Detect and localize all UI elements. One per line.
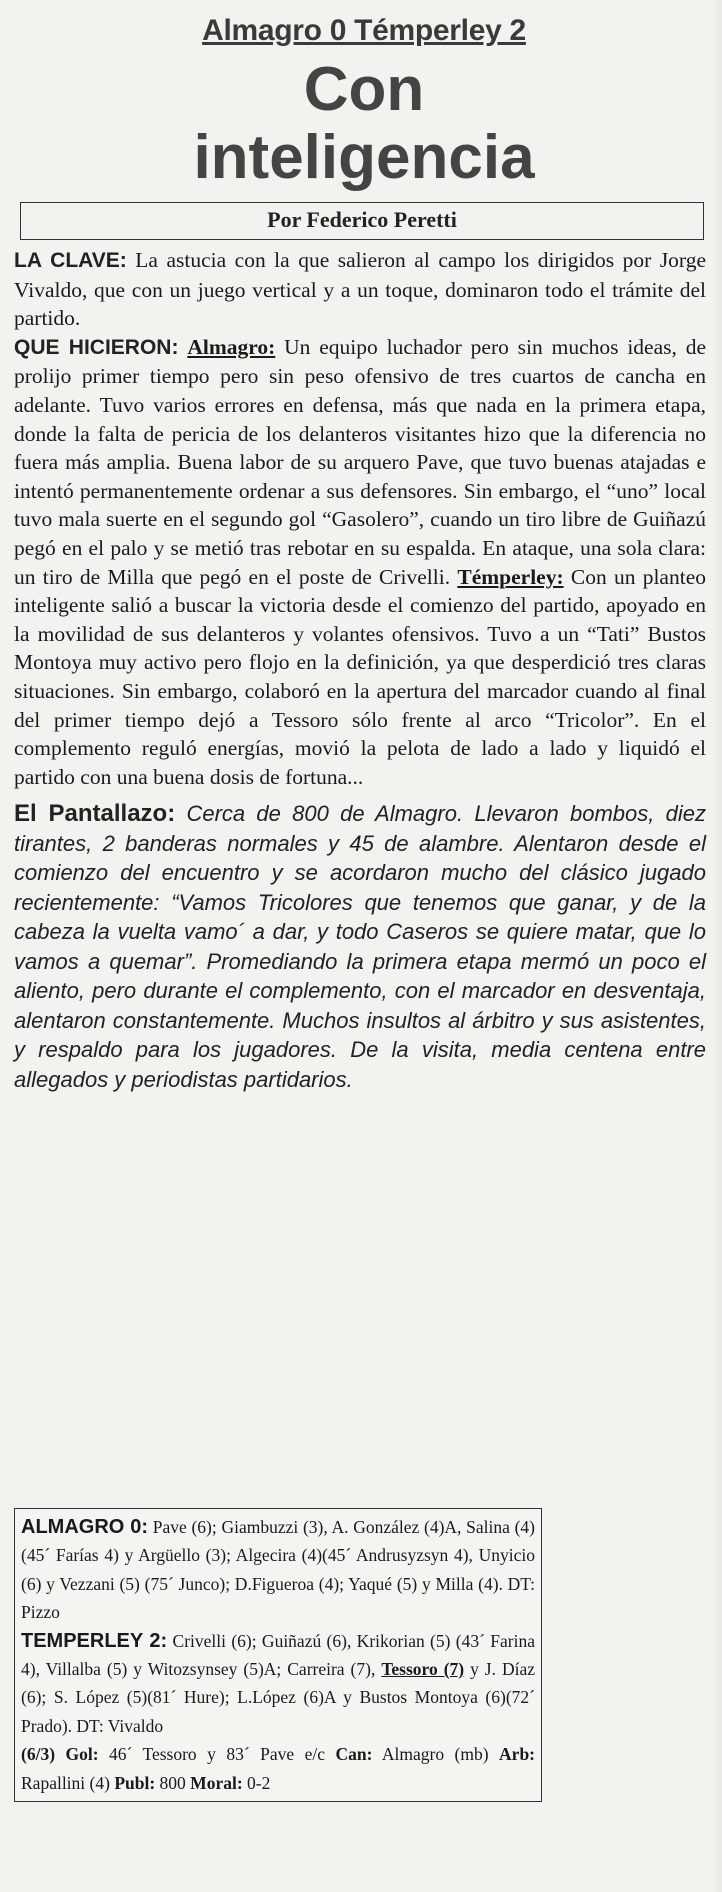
temperley-lineup — [21, 1627, 535, 1741]
temperley-lineup-label: TEMPERLEY 2: — [21, 1629, 168, 1652]
match-details — [21, 1740, 535, 1797]
almagro-label: Almagro: — [187, 334, 276, 359]
article-body — [14, 246, 714, 791]
article-column — [14, 4, 714, 1094]
gol-text: 46´ Tessoro y 83´ Pave e/c — [98, 1744, 336, 1765]
almagro-lineup-label: ALMAGRO 0: — [21, 1516, 149, 1538]
publ-text: 800 — [155, 1772, 191, 1793]
section-pantallazo — [14, 799, 714, 1094]
almagro-analysis: Un equipo luchador pero sin muchos ideas, de prolijo primer tiempo pero sin peso ofensivo de tres cuartos de cancha en adelante. Tuvo varios errores en defensa, más que nada en la primera etapa, donde la falta de pericia de los delanteros visitantes hizo que la diferencia no fuera más amplia. Buena labor de su arquero Pave, que tuvo buenas atajadas e intentó permanentemente ordenar a sus defensores. Sin embargo, el “uno” local tuvo mala suerte en el segundo gol “Gasolero”, cuando un tiro libre de Guiñazú pegó en el palo y se metió tras rebotar en su espalda. En ataque, una sola clara: un tiro de Milla que pegó en el poste de Crivelli. — [14, 334, 707, 589]
headline — [14, 56, 714, 192]
moral-label: Moral: — [190, 1772, 243, 1793]
temperley-lineup-text-b: y J. Díaz (6); S. López (5)(81´ Hure); L.López (6)A y Bustos Montoya (6)(72´ Prado). DT: Vivaldo — [21, 1659, 536, 1736]
temperley-lineup-text-a: Crivelli (6); Guiñazú (6), Krikorian (5) (43´ Farina 4), Villalba (5) y Witozsynsey (5)A; Carreira (7), — [21, 1630, 535, 1680]
almagro-lineup — [21, 1513, 535, 1627]
section-que-hicieron — [14, 333, 706, 792]
headline-line-1: Con — [303, 55, 425, 124]
almagro-lineup-text: Pave (6); Giambuzzi (3), A. González (4)A, Salina (4) (45´ Farías 4) y Argüello (3); Algecira (4)(45´ Andrusyzsyn 4), Unyicio (6) y Vezzani (5) (75´ Junco); D.Figueroa (4); Yaqué (5) y Milla (4). DT: Pizzo — [21, 1517, 535, 1623]
moral-text: 0-2 — [242, 1772, 271, 1793]
match-date: (6/3) — [21, 1744, 56, 1765]
arb-text: Rapallini (4) — [21, 1772, 115, 1793]
pantallazo-label: El Pantallazo: — [14, 800, 176, 828]
section-la-clave — [14, 246, 706, 333]
match-sheet-box — [14, 1508, 542, 1802]
headline-line-2: inteligencia — [193, 123, 535, 192]
arb-label: Arb: — [499, 1744, 536, 1765]
temperley-analysis: Con un planteo inteligente salió a buscar la victoria desde el comienzo del partido, apoyado en la movilidad de sus delanteros y volantes ofensivos. Tuvo a un “Tati” Bustos Montoya muy activo pero flojo en la definición, ya que desperdició tres claras situaciones. Sin embargo, colaboró en la apertura del marcador cuando al final del primer tiempo dejó a Tessoro sólo frente al arco “Tricolor”. En el complemento reguló energías, movió la pelota de lado a lado y liquidó el partido con una buena dosis de fortuna... — [14, 564, 706, 789]
byline: Por Federico Peretti — [20, 202, 704, 240]
can-text: Almagro (mb) — [372, 1744, 500, 1765]
gol-label: Gol: — [65, 1744, 99, 1765]
que-hicieron-label: QUE HICIERON: — [14, 335, 179, 359]
match-score-kicker: Almagro 0 Témperley 2 — [202, 14, 526, 47]
page-edge-shadow — [712, 0, 722, 1892]
la-clave-text: La astucia con la que salieron al campo los dirigidos por Jorge Vivaldo, que con un juego vertical y a un toque, dominaron todo el trámite del partido. — [14, 248, 706, 331]
figure-player: Tessoro (7) — [381, 1659, 465, 1680]
la-clave-label: LA CLAVE: — [14, 249, 127, 272]
can-label: Can: — [335, 1744, 373, 1765]
temperley-label: Témperley: — [457, 564, 564, 589]
publ-label: Publ: — [114, 1772, 156, 1793]
pantallazo-text: Cerca de 800 de Almagro. Llevaron bombos, diez tirantes, 2 banderas normales y 45 de alambre. Alentaron desde el comienzo del encuentro y se acordaron mucho del clásico jugado recientemente: “Vamos Tricolores que tenemos que ganar, y de la cabeza la vuelta vamo´ a dar, y todo Caseros se quiere matar, que lo vamos a quemar”. Promediando la primera etapa mermó un poco el aliento, pero durante el complemento, con el marcador en desventaja, alentaron constantemente. Muchos insultos al árbitro y sus asistentes, y respaldo para los jugadores. De la visita, media centena entre allegados y periodistas partidarios. — [14, 801, 707, 1092]
